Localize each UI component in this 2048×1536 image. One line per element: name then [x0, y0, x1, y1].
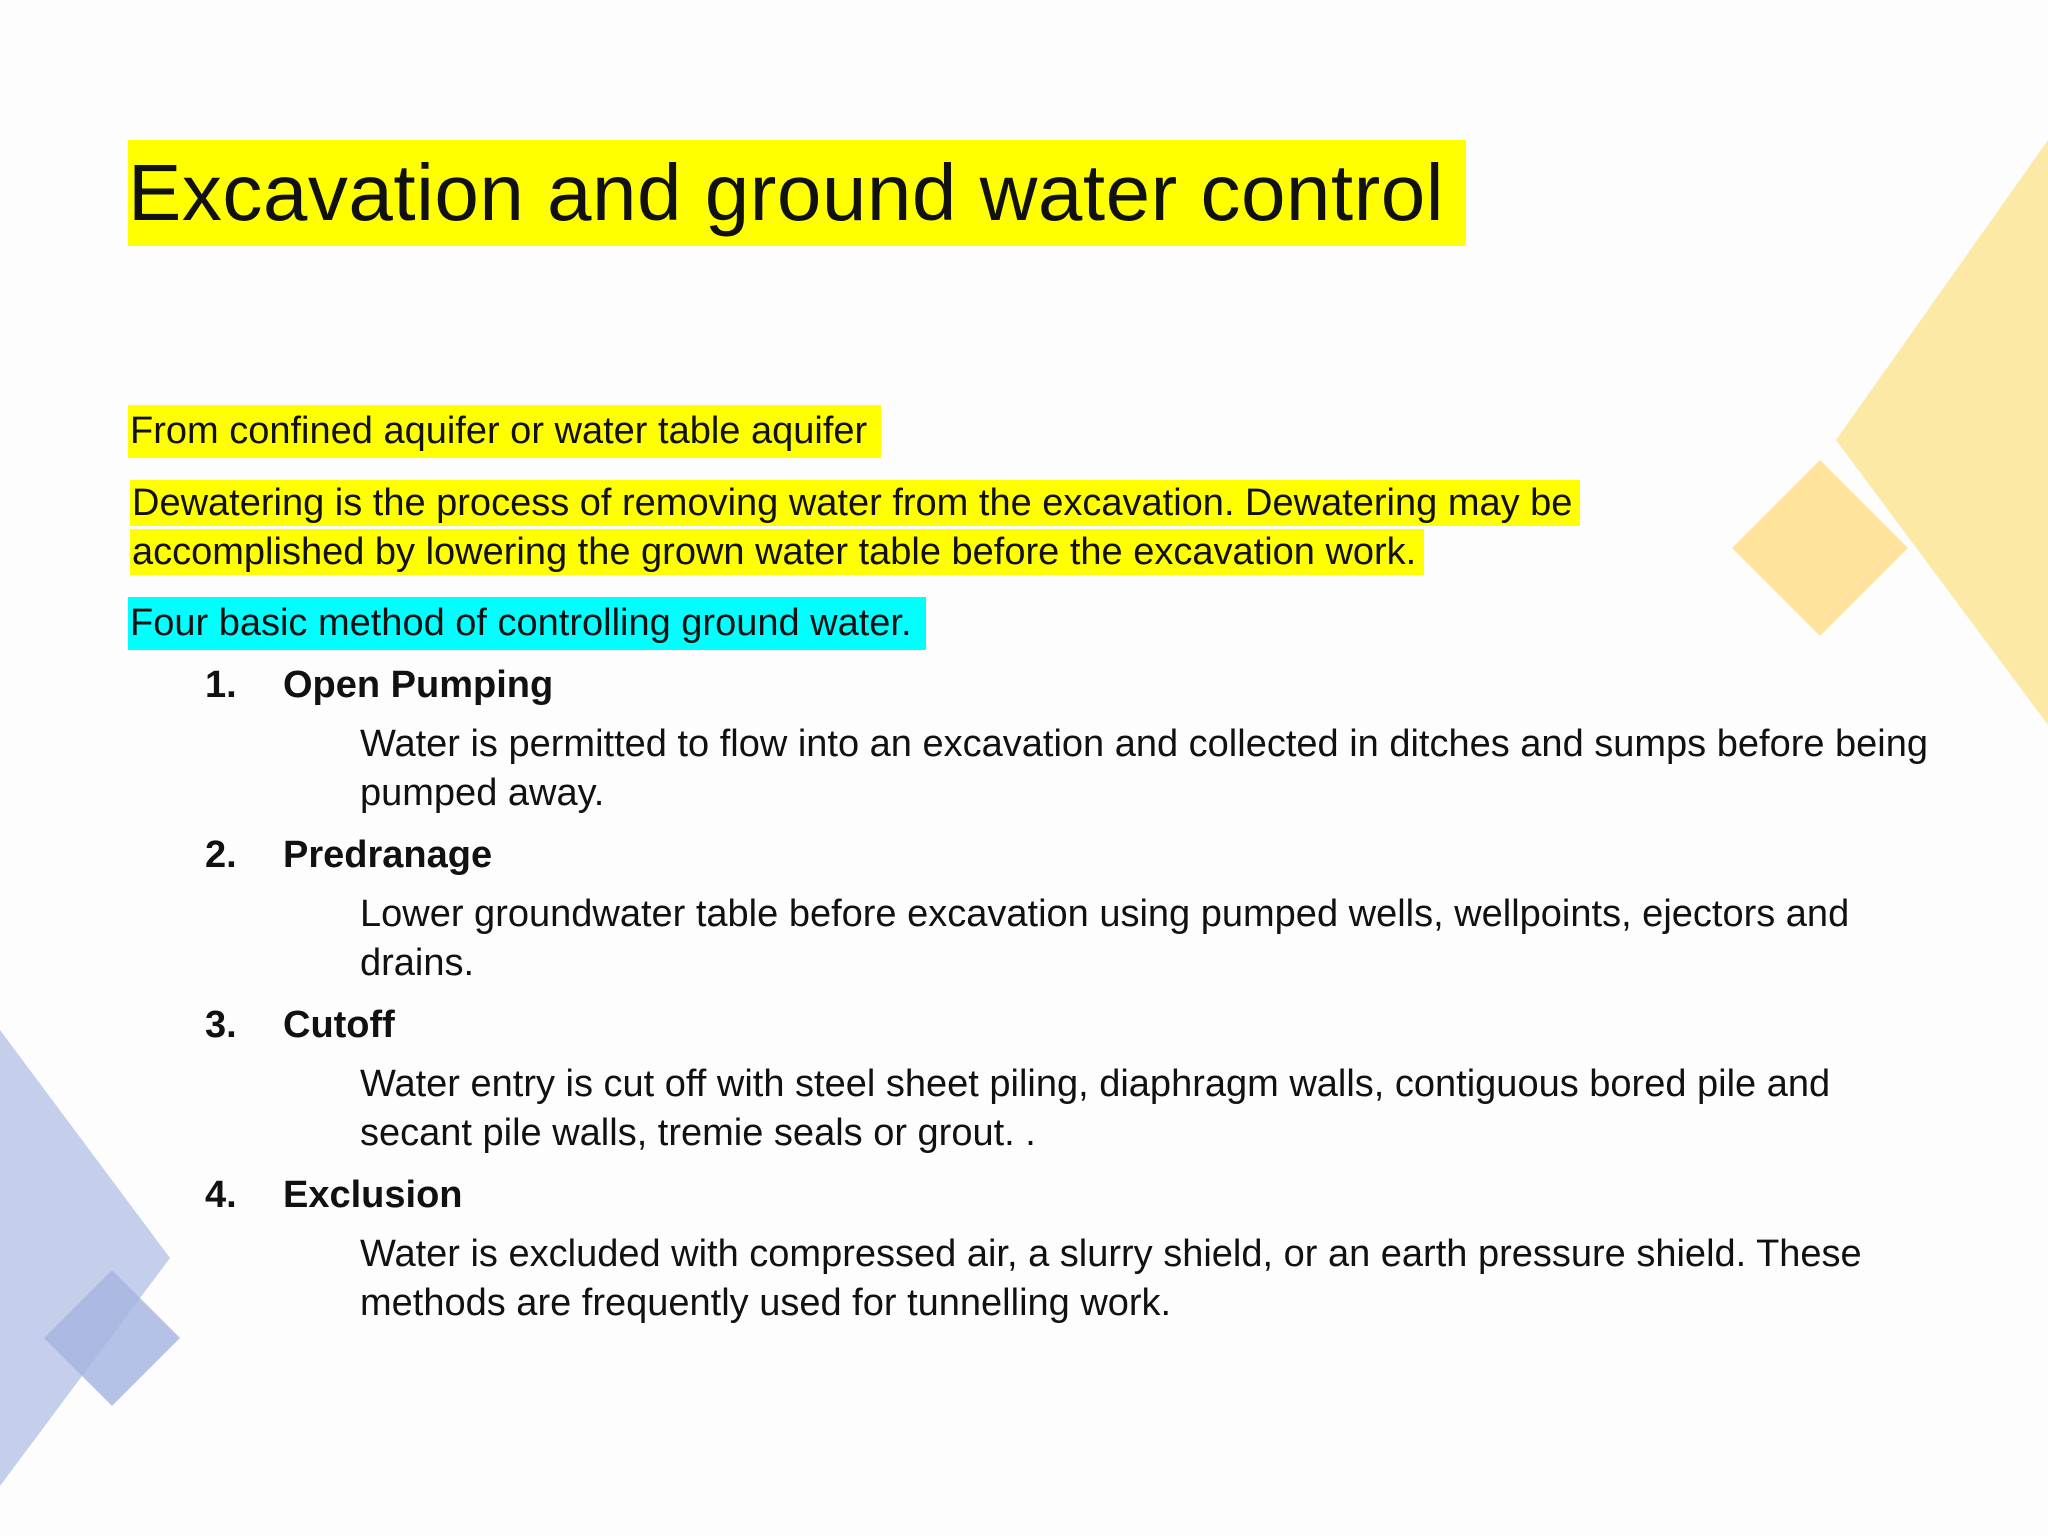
deco-diamond-yellow-large — [1836, 140, 2048, 725]
method-description: Lower groundwater table before excavation using pumped wells, wellpoints, ejectors and drains. — [360, 893, 1850, 984]
method-name: Open Pumping — [283, 664, 554, 706]
method-heading — [205, 830, 492, 880]
method-heading — [205, 1170, 463, 1220]
method-description: Water is excluded with compressed air, a slurry shield, or an earth pressure shield. These methods are frequently used for tunnelling work. — [360, 1233, 1862, 1324]
method-description: Water entry is cut off with steel sheet piling, diaphragm walls, contiguous bored pile and secant pile walls, tremie seals or grout. . — [360, 1063, 1831, 1154]
dewatering-text: Dewatering is the process of removing water from the excavation. Dewatering may be accomplished by lowering the grown water table before the excavation work. — [130, 480, 1580, 575]
method-heading — [205, 660, 553, 710]
method-number: 1. — [205, 664, 237, 706]
method-name: Exclusion — [283, 1174, 463, 1216]
method-number: 2. — [205, 834, 237, 876]
method-number: 3. — [205, 1004, 237, 1046]
deco-diamond-blue-large — [0, 1030, 170, 1486]
method-description: Water is permitted to flow into an excavation and collected in ditches and sumps before being pumped away. — [360, 723, 1929, 814]
aquifer-highlight: From confined aquifer or water table aquifer — [128, 405, 881, 458]
method-name: Cutoff — [283, 1004, 395, 1046]
dewatering-highlight — [128, 477, 1718, 579]
slide-title: Excavation and ground water control — [128, 140, 1466, 246]
method-name: Predranage — [283, 834, 493, 876]
four-methods-highlight: Four basic method of controlling ground water. — [128, 597, 926, 650]
method-number: 4. — [205, 1174, 237, 1216]
method-heading — [205, 1000, 395, 1050]
